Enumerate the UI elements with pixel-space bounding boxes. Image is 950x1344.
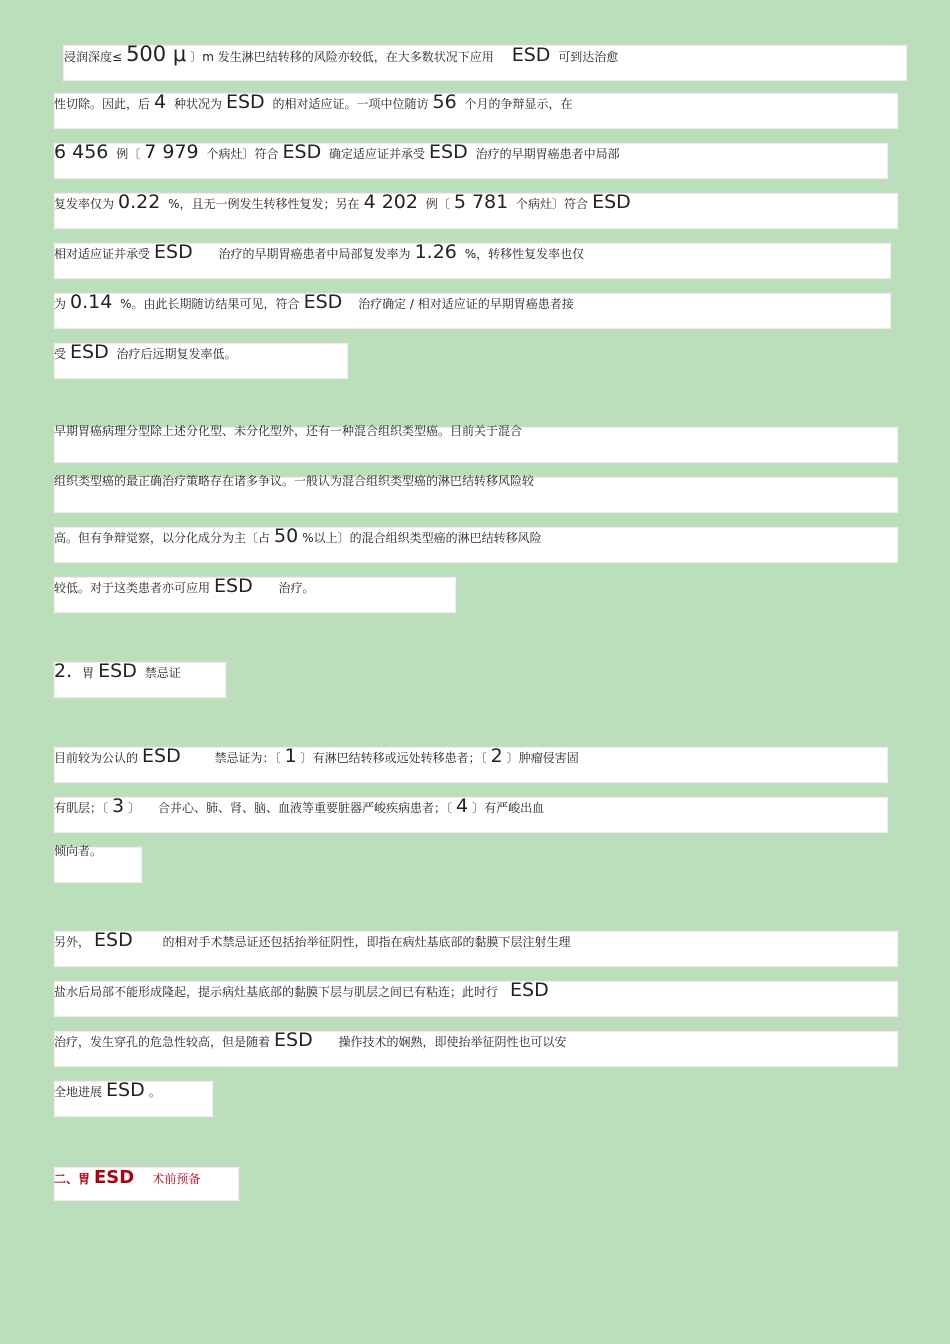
text-line [54,1030,567,1052]
text-line [54,746,579,768]
text-number: 0.14 [70,291,113,313]
text-fragment: 高。但有争辩觉察，以分化成分为主〔占 [54,531,271,545]
text-line [54,796,544,818]
text-number: 4 [154,91,167,113]
text-line [54,1080,161,1102]
text-number: 7 979 [144,141,199,163]
text-term: ESD [142,745,181,767]
text-term: ESD [70,341,109,363]
heading-number: 2. [54,660,73,682]
text-fragment: 〕 [128,801,141,815]
text-fragment: 合并心、肺、肾、脑、血液等重要脏器严峻疾病患者；〔 [157,801,452,815]
text-term: ESD [106,1079,145,1101]
text-fragment: %以上〕的混合组织类型癌的淋巴结转移风险 [302,531,542,545]
heading-fragment: 术前预备 [152,1172,201,1186]
text-fragment: 另外， [54,935,91,949]
text-term: ESD [225,91,265,113]
text-fragment: 个病灶〕符合 [516,197,589,211]
text-term: ESD [274,1029,313,1051]
text-fragment: 有肌层；〔 [54,801,109,815]
text-number: 500 μ [126,42,187,66]
text-term: ESD [94,929,133,951]
text-fragment: 相对适应证并承受 [54,247,151,261]
text-line [54,576,315,598]
text-line [54,421,522,441]
text-fragment: 浸润深度≤ [64,50,123,64]
text-line [54,92,573,114]
text-fragment: 〕m [190,50,214,64]
text-fragment: 个病灶〕符合 [206,147,279,161]
text-fragment: 个月的争辩显示，在 [464,97,573,111]
text-fragment: 操作技术的娴熟，即使抬举征阴性也可以安 [338,1035,567,1049]
text-number: 4 202 [363,191,418,213]
text-fragment: 发生淋巴结转移的风险亦较低，在大多数状况下应用 [217,50,494,64]
text-term: ESD [214,575,253,597]
text-fragment: 治疗后远期复发率低。 [116,347,237,361]
text-fragment: 治疗的早期胃癌患者中局部复发率为 [218,247,411,261]
text-fragment: 目前较为公认的 [54,751,139,765]
text-fragment: 确定适应证并承受 [329,147,426,161]
text-fragment: 的相对适应证。一项中位随访 [272,97,429,111]
heading-fragment: 胃 [82,666,95,680]
text-term: ESD [510,979,549,1001]
text-term: ESD [154,241,193,263]
text-fragment: 盐水后局部不能形成隆起，提示病灶基底部的黏膜下层与肌层之间已有粘连；此时行 [54,985,499,999]
text-line [54,342,237,364]
text-number: 56 [432,91,457,113]
text-term: ESD [282,141,322,163]
text-fragment: 治疗。 [278,581,315,595]
text-fragment: 种状况为 [173,97,222,111]
section-heading [54,661,181,683]
text-line [54,526,542,548]
text-number: 2 [490,745,503,767]
heading-fragment: 禁忌证 [144,666,181,680]
text-number: 0.22 [118,191,161,213]
text-fragment: 性切除。因此，后 [54,97,151,111]
text-term: ESD [511,44,551,66]
text-fragment: 〕肿瘤侵害固 [506,751,579,765]
text-line [54,471,534,491]
text-line [54,192,635,214]
text-fragment: 。 [148,1085,161,1099]
text-line [54,980,553,1002]
section-heading-red [54,1168,200,1189]
text-fragment: %。由此长期随访结果可见，符合 [120,297,300,311]
text-fragment: 可到达治愈 [558,50,619,64]
text-number: 4 [455,795,469,817]
text-fragment: 早期胃癌病理分型除上述分化型、未分化型外，还有一种混合组织类型癌。目前关于混合 [54,424,523,438]
text-number: 5 781 [453,191,509,213]
text-term: ESD [303,291,343,313]
text-number: 6 456 [54,141,109,163]
text-fragment: 全地进展 [54,1085,103,1099]
text-fragment: 倾向者。 [54,844,103,858]
text-fragment: %，转移性复发率也仅 [464,247,585,261]
text-fragment: 组织类型癌的最正确治疗策略存在诸多争议。一般认为混合组织类型癌的淋巴结转移风险较 [54,474,535,488]
text-fragment: 〕有严峻出血 [472,801,545,815]
heading-term: ESD [94,1167,135,1188]
text-fragment: 例〔 [425,197,450,211]
heading-term: ESD [98,660,137,682]
text-fragment: 治疗确定 / 相对适应证的早期胃癌患者接 [358,297,574,311]
text-line [54,930,571,952]
text-fragment: 受 [54,347,67,361]
text-number: 1 [284,745,297,767]
text-fragment: 治疗，发生穿孔的危急性较高，但是随着 [54,1035,271,1049]
text-fragment: 治疗的早期胃癌患者中局部 [475,147,620,161]
text-fragment: 〕有淋巴结转移或远处转移患者；〔 [300,751,487,765]
text-line [54,292,574,314]
text-fragment: 的相对手术禁忌证还包括抬举征阴性，即指在病灶基底部的黏膜下层注射生理 [162,935,571,949]
text-line [64,44,618,67]
text-fragment: %，且无一例发生转移性复发；另在 [168,197,360,211]
text-number: 1.26 [414,241,457,263]
text-line [54,841,102,861]
text-fragment: 例〔 [116,147,141,161]
text-fragment: 复发率仅为 [54,197,115,211]
text-number: 3 [112,795,125,817]
text-line [54,242,584,264]
text-term: ESD [429,141,468,163]
text-line [54,142,620,164]
text-fragment: 为 [54,297,67,311]
text-number: 50 [274,525,299,547]
text-term: ESD [592,191,631,213]
text-fragment: 禁忌证为：〔 [214,751,281,765]
heading-fragment: 二、胃 [54,1172,91,1186]
text-fragment: 较低。对于这类患者亦可应用 [54,581,211,595]
